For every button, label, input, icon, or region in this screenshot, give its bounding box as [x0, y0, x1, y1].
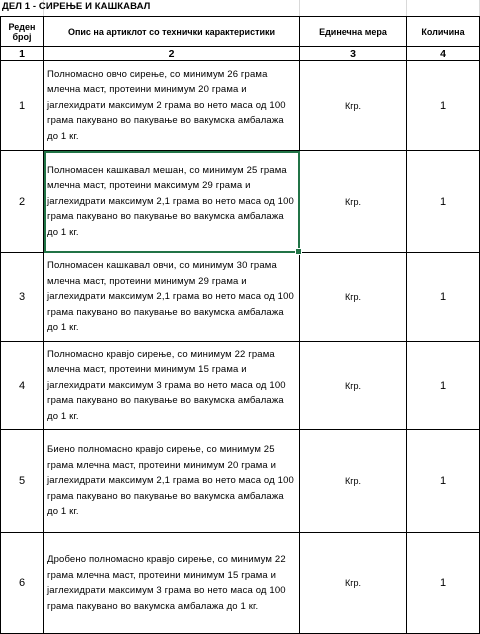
header-row [1, 17, 480, 47]
header-cell-index[interactable]: Реден број [1, 17, 44, 47]
description-text: Биено полномасно кравјо сирење, со минимум 25 грама млечна маст, протеини минимум 20 грама и јаглехидрати максимум 2,1 грама во нето маса од 100 грама пакувано во пакување во вакумска амбалажа до 1 кг. [47, 444, 294, 518]
description-text: Полномасно кравјо сирење, со минимум 22 грама млечна маст, протеини минимум 15 грама и јаглехидрати максимум 3 грама во нето маса од 100 грама пакувано во пакување во вакумска амбалажа до 1 кг. [47, 348, 286, 422]
description-cell[interactable] [44, 253, 300, 342]
description-text: Полномасен кашкавал овчи, со минимум 30 грама млечна маст, протеини минимум 29 грама и јаглехидрати максимум 2,1 грама во нето маса од 100 грама пакувано во пакување во вакумска амбалажа до 1 кг. [47, 260, 294, 334]
description-cell[interactable] [44, 342, 300, 430]
quantity-cell[interactable]: 1 [407, 61, 480, 151]
description-text: Полномасен кашкавал мешан, со минимум 25 грама млечна маст, протеини максимум 29 грама и јаглехидрати максимум 2,1 грама во нето маса од 100 грама пакувано во пакување во вакумска амбалажа до 1 кг. [47, 164, 294, 238]
quantity-cell[interactable]: 1 [407, 253, 480, 342]
spreadsheet-table [0, 16, 480, 634]
row-index-cell[interactable]: 6 [1, 533, 44, 634]
header-cell-unit[interactable]: Единечна мера [300, 17, 407, 47]
fill-handle[interactable] [295, 248, 302, 255]
table-row [1, 533, 480, 634]
description-cell-selected[interactable] [44, 151, 300, 253]
row-index-cell[interactable]: 1 [1, 61, 44, 151]
table-row [1, 151, 480, 253]
column-number-row [1, 47, 480, 61]
row-index-cell[interactable]: 5 [1, 430, 44, 533]
table-row [1, 342, 480, 430]
quantity-cell[interactable]: 1 [407, 430, 480, 533]
table-row [1, 61, 480, 151]
header-cell-description[interactable]: Опис на артиклот со технички карактеристики [44, 17, 300, 47]
column-number-cell[interactable]: 2 [44, 47, 300, 61]
header-cell-quantity[interactable]: Количина [407, 17, 480, 47]
unit-cell[interactable]: Кгр. [300, 151, 407, 253]
table-row [1, 253, 480, 342]
row-index-cell[interactable]: 3 [1, 253, 44, 342]
quantity-cell[interactable]: 1 [407, 342, 480, 430]
description-text: Дробено полномасно кравјо сирење, со минимум 22 грама млечна маст, протеини минимум 15 грама и јаглехидрати максимум 3 грама во нето маса од 100 грама пакувано во вакумска амбалажа до 1 кг. [47, 554, 286, 612]
description-cell[interactable] [44, 533, 300, 634]
unit-cell[interactable]: Кгр. [300, 533, 407, 634]
description-text: Полномасно овчо сирење, со минимум 26 грама млечна маст, протеини минимум 20 грама и јаглехидрати максимум 2 грама во нето маса од 100 грама пакувано во пакување во вакумска амбалажа до 1 кг. [47, 68, 286, 142]
row-index-cell[interactable]: 4 [1, 342, 44, 430]
description-cell[interactable] [44, 61, 300, 151]
unit-cell[interactable]: Кгр. [300, 430, 407, 533]
column-number-cell[interactable]: 3 [300, 47, 407, 61]
row-index-cell[interactable]: 2 [1, 151, 44, 253]
unit-cell[interactable]: Кгр. [300, 253, 407, 342]
unit-cell[interactable]: Кгр. [300, 61, 407, 151]
column-number-cell[interactable]: 1 [1, 47, 44, 61]
quantity-cell[interactable]: 1 [407, 151, 480, 253]
unit-cell[interactable]: Кгр. [300, 342, 407, 430]
column-number-cell[interactable]: 4 [407, 47, 480, 61]
section-title: ДЕЛ 1 - СИРЕЊЕ И КАШКАВАЛ [2, 1, 151, 12]
table-row [1, 430, 480, 533]
description-cell[interactable] [44, 430, 300, 533]
quantity-cell[interactable]: 1 [407, 533, 480, 634]
